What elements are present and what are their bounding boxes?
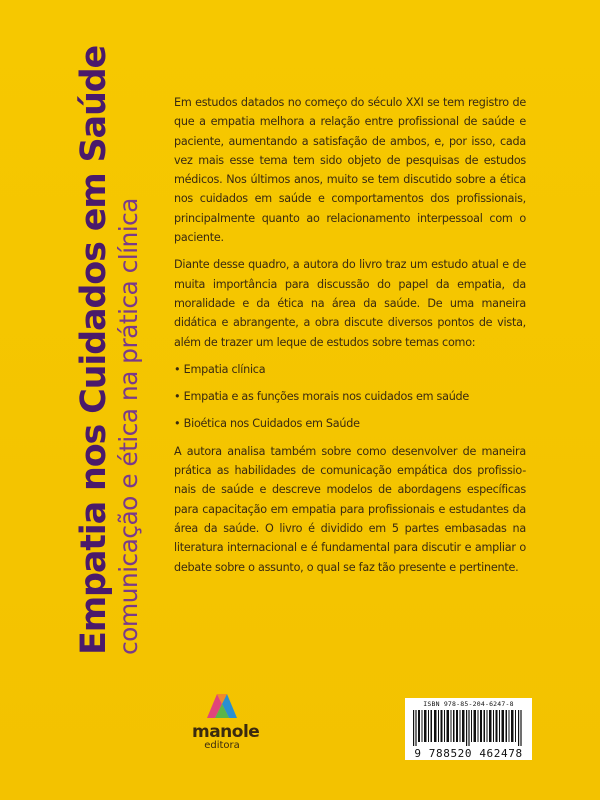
publisher-name: manole	[192, 722, 260, 742]
manole-logo-icon	[205, 690, 239, 720]
barcode	[405, 698, 532, 760]
synopsis	[174, 93, 526, 585]
barcode-bars-icon	[413, 710, 524, 746]
synopsis-paragraph-1: Em estudos datados no começo do século XXI se tem registro de que a empatia melhora a relação entre profissional de saúde e paciente, aumentando a satisfação de ambos, e, por isso, cada vez mais esse tema tem sido objeto de pesquisas de estudos médicos. Nos últimos anos, muito se tem discutido sobre a ética nos cuidados em saúde e comportamentos dos profissionais, principalmente quanto ao relacionamento interpessoal com o paciente.	[174, 96, 526, 245]
synopsis-paragraph-2: Diante desse quadro, a autora do livro traz um estudo atual e de muita importância para discussão do papel da empatia, da moralidade e da ética na área da saúde. De uma maneira didática e abrangente, a obra discute diversos pontos de vista, além de trazer um leque de estudos sobre temas como:	[174, 258, 526, 349]
book-subtitle: comunicação e ética na prática clínica	[114, 198, 143, 655]
topic-item: • Bioética nos Cuidados em Saúde	[174, 414, 526, 433]
topic-item: • Empatia e as funções morais nos cuidados em saúde	[174, 387, 526, 406]
book-title: Empatia nos Cuidados em Saúde	[74, 45, 114, 655]
synopsis-paragraph-3: A autora analisa também sobre como desenvolver de maneira prática as habilidades de comunicação empática dos profissio-nais de saúde e descreve modelos de abordagens específicas para capacitação em empatia para profissionais e estudantes da área da saúde. O livro é dividido em 5 partes embasadas na literatura internacional e é fundamental para discutir e ampliar o debate sobre o assunto, o qual se faz tão presente e pertinente.	[174, 444, 526, 574]
publisher-label: editora	[204, 740, 240, 751]
publisher-logo	[192, 690, 260, 751]
isbn-text: ISBN 978-85-204-6247-8	[423, 700, 514, 708]
topics-list	[174, 360, 526, 434]
barcode-digits: 9 788520 462478	[414, 747, 523, 760]
topic-item: • Empatia clínica	[174, 360, 526, 379]
vertical-title-block	[74, 45, 144, 655]
